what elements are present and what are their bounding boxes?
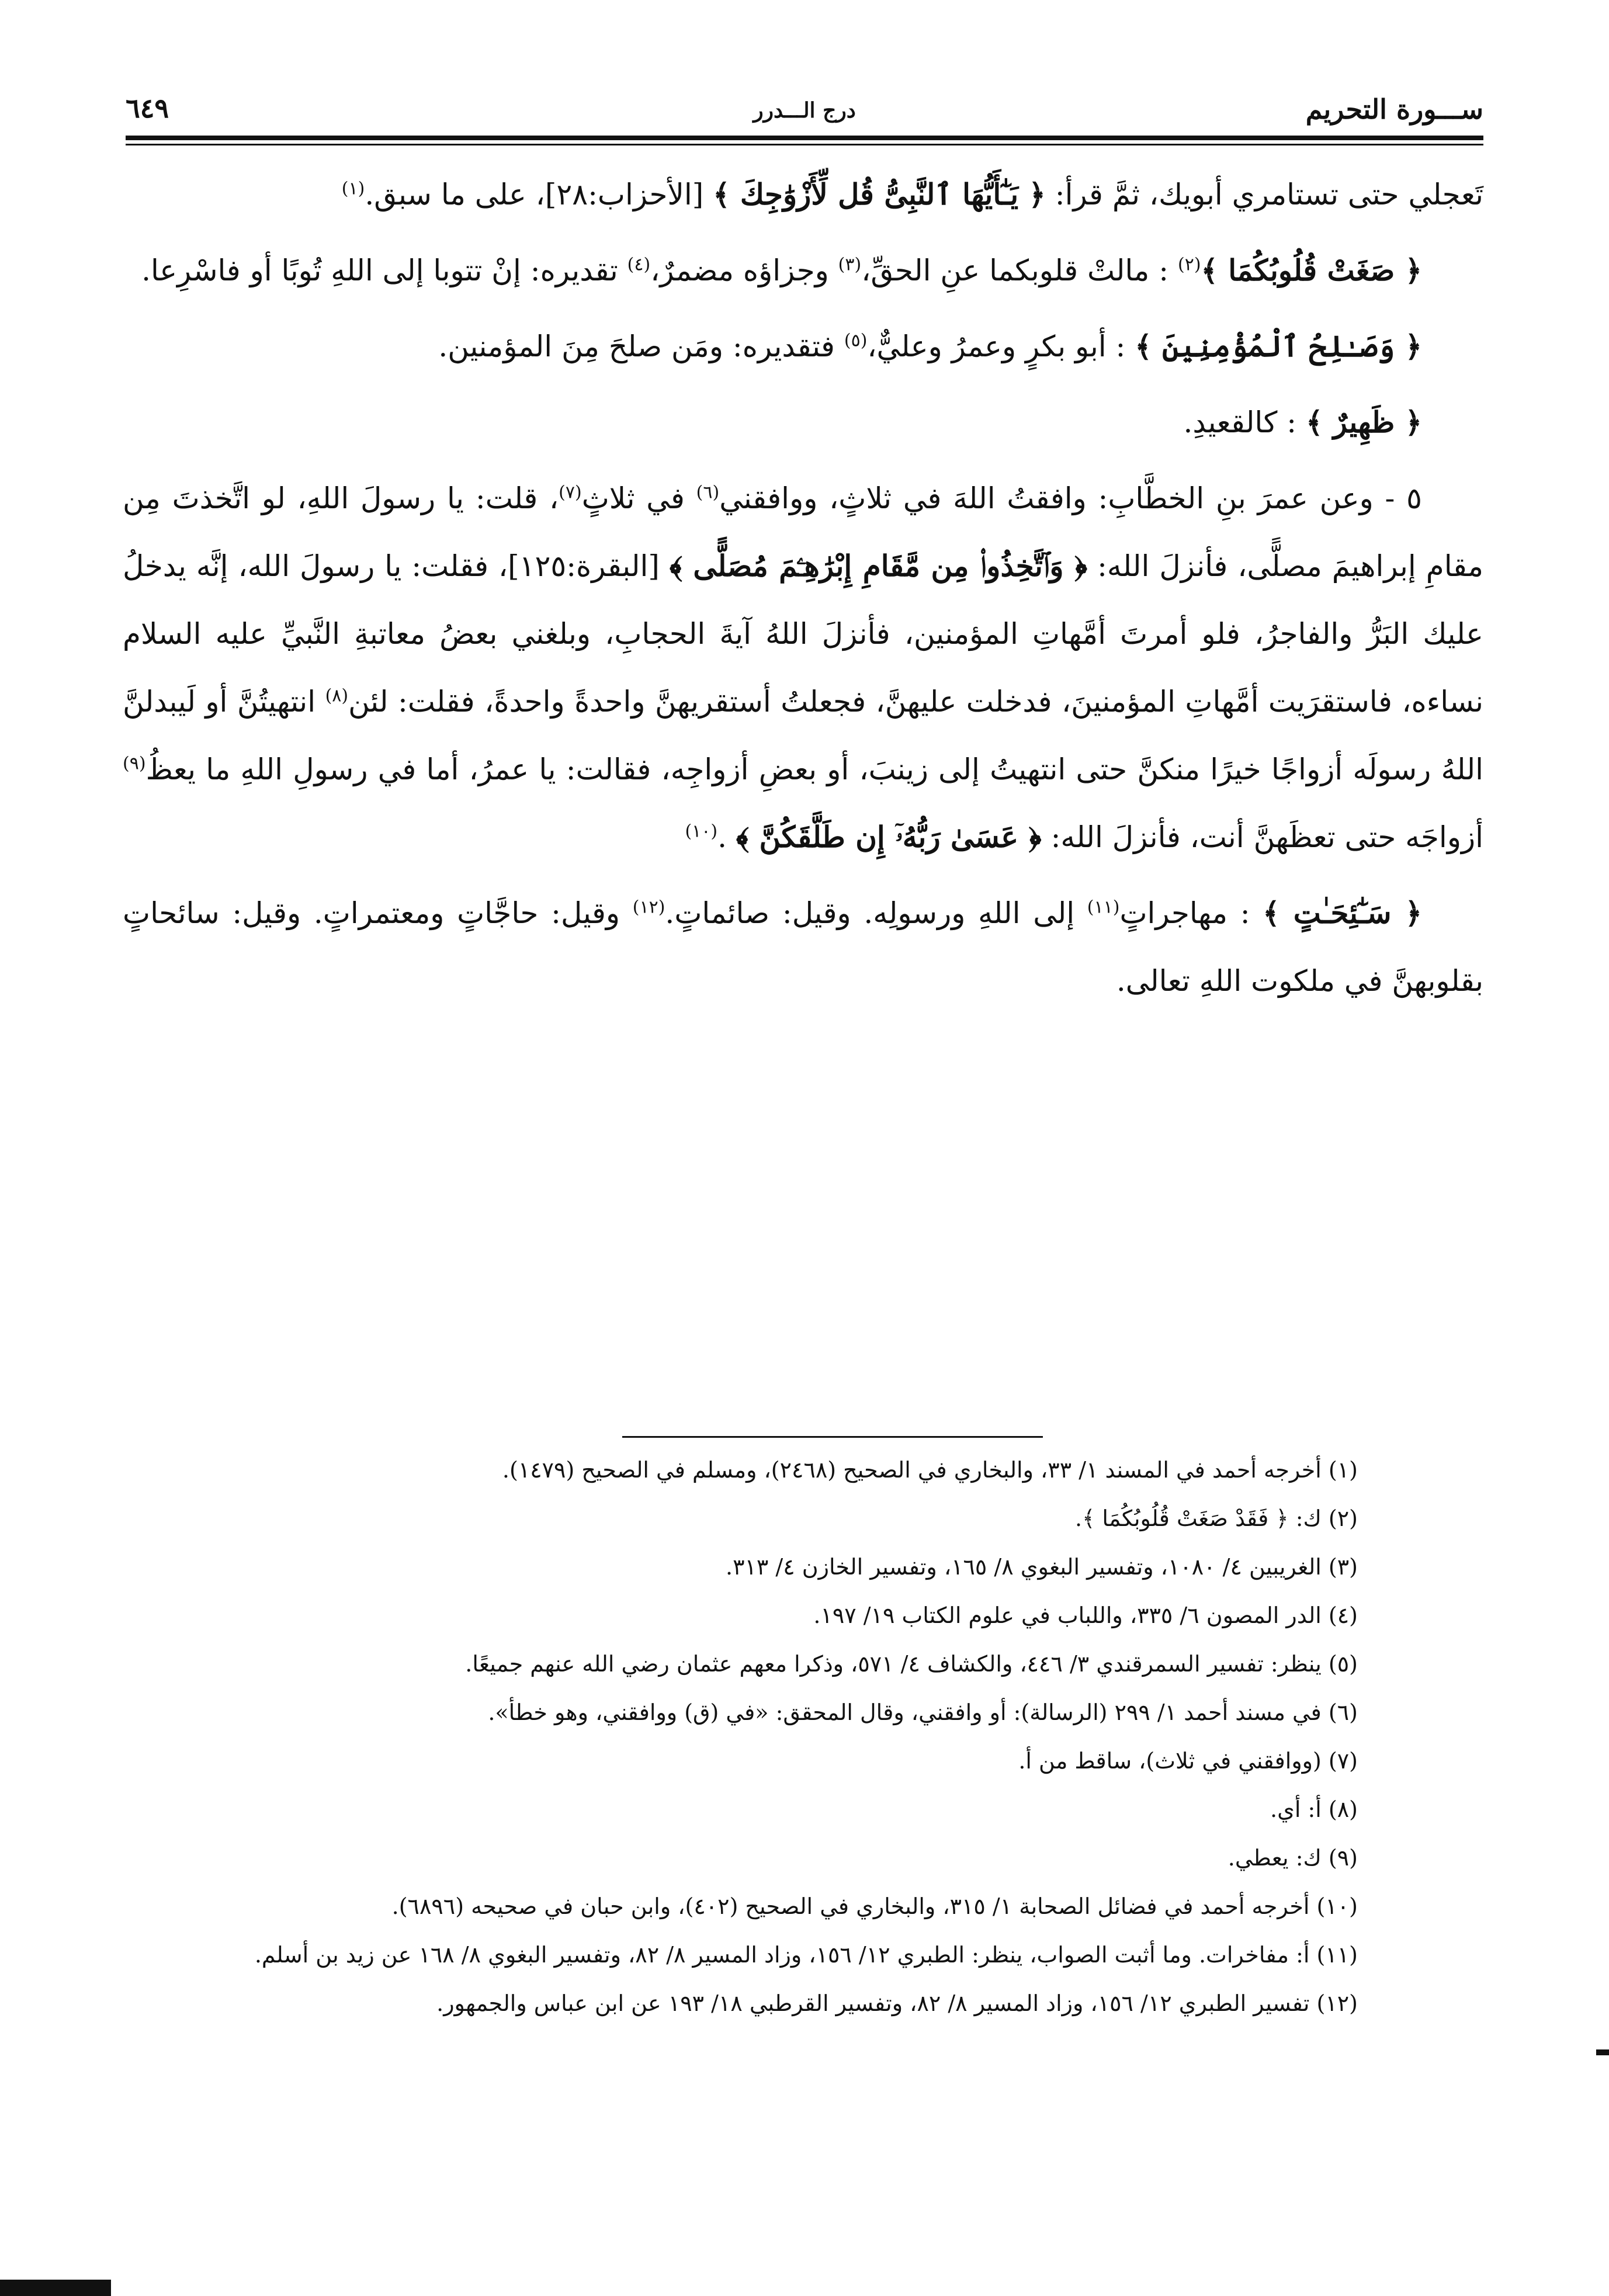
- footnote-1: (١) أخرجه أحمد في المسند ١/ ٣٣، والبخاري في الصحيح (٢٤٦٨)، ومسلم في الصحيح (١٤٧٩).: [502, 1457, 1358, 1483]
- footnote-4: (٤) الدر المصون ٦/ ٣٣٥، واللباب في علوم الكتاب ١٩/ ١٩٧.: [813, 1603, 1358, 1628]
- quran-quote: ﴿ سَـٰٓئِحَـٰتٍ ﴾: [1263, 896, 1422, 930]
- quran-quote: ﴿ عَسَىٰ رَبُّهُۥٓ إِن طَلَّقَكُنَّ ﴾: [736, 820, 1042, 854]
- footnote-3: (٣) الغريبين ٤/ ١٠٨٠، وتفسير البغوي ٨/ ١٦٥، وتفسير الخازن ٤/ ٣١٣.: [725, 1554, 1358, 1580]
- footnote-2: (٢) ك: ﴿ فَقَدْ صَغَتْ قُلُوبُكُمَا ﴾.: [1074, 1506, 1358, 1531]
- surah-title: ســـورة التحريم: [1305, 93, 1483, 125]
- footnote-ref: (٣): [838, 254, 862, 275]
- running-header: [126, 88, 1483, 131]
- header-rule-thin: [126, 144, 1483, 145]
- footnotes: [123, 1446, 1358, 2176]
- paragraph-2: ﴿ صَغَتْ قُلُوبُكُمَا ﴾$^{(٢)}$ : مالتْ قلوبكما عنِ الحقِّ،$^{(٣)}$ وجزاؤه مضمرٌ،$^{(٤)}$ تقديره: إنْ تتوبا إلى اللهِ تُوبًا أو فاسْرِعا.: [141, 253, 1422, 287]
- footnote-10: (١٠) أخرجه أحمد في فضائل الصحابة ١/ ٣١٥، والبخاري في الصحيح (٤٠٢)، وابن حبان في صحيحه (٦٨٩٦).: [391, 1893, 1358, 1919]
- footnote-ref: (٧): [559, 482, 582, 503]
- footnote-6: (٦) في مسند أحمد ١/ ٢٩٩ (الرسالة): أو وافقني، وقال المحقق: «في (ق) ووافقني، وهو خطأ».: [488, 1700, 1358, 1725]
- paragraph-6: ﴿ سَـٰٓئِحَـٰتٍ ﴾ : مهاجراتٍ$^{(١١)}$ إلى اللهِ ورسولِه. وقيل: صائماتٍ.$^{(١٢)}$ وقيل: حاجَّاتٍ ومعتمراتٍ. وقيل: سائحاتٍ بقلوبهنَّ في ملكوت اللهِ تعالى.: [123, 896, 1483, 998]
- footnote-ref: (٩): [123, 753, 146, 774]
- scan-edge-mark: [1596, 2049, 1609, 2055]
- footnote-ref: (٤): [627, 254, 651, 275]
- footnote-5: (٥) ينظر: تفسير السمرقندي ٣/ ٤٤٦، والكشاف ٤/ ٥٧١، وذكرا معهم عثمان رضي الله عنهم جميعًا.: [465, 1651, 1358, 1677]
- footnote-ref: (١٢): [632, 897, 665, 918]
- paragraph-1: تَعجلي حتى تستامري أبويك، ثمَّ قرأ: ﴿ يَـٰٓأَيُّهَا ٱلنَّبِىُّ قُل لِّأَزْوَٰجِكَ ﴾ [الأحزاب:٢٨]، على ما سبق.$^{(١)}$: [341, 177, 1483, 211]
- footnote-ref: (٨): [325, 685, 349, 706]
- footnote-11: (١١) أ: مفاخرات. وما أثبت الصواب، ينظر: الطبري ١٢/ ١٥٦، وزاد المسير ٨/ ٨٢، وتفسير البغوي ٨/ ١٦٨ عن زيد بن أسلم.: [254, 1942, 1358, 1968]
- paragraph-4: ﴿ ظَهِيرٌ ﴾ : كالقعيدِ.: [1183, 405, 1422, 439]
- scan-corner-mark: [0, 2280, 111, 2296]
- footnote-8: (٨) أ: أي.: [1270, 1796, 1358, 1822]
- quran-quote: ﴿ وَٱتَّخِذُوا۟ مِن مَّقَامِ إِبْرَٰهِـۧمَ مُصَلًّى ﴾: [669, 549, 1088, 583]
- footnote-ref: (١٠): [685, 821, 718, 842]
- footnote-ref: (١): [341, 178, 365, 199]
- header-rule-thick: [126, 136, 1483, 140]
- main-text: [123, 161, 1483, 1364]
- quran-quote: ﴿ صَغَتْ قُلُوبُكُمَا ﴾: [1201, 253, 1422, 287]
- footnote-ref: (٥): [844, 330, 868, 351]
- footnote-separator: [622, 1436, 1043, 1438]
- page-number: ٦٤٩: [126, 92, 169, 124]
- footnote-ref: (١١): [1087, 897, 1120, 918]
- footnote-7: (٧) (ووافقني في ثلاث)، ساقط من أ.: [1018, 1748, 1358, 1774]
- footnote-ref: (٦): [696, 482, 720, 503]
- quran-quote: ﴿ يَـٰٓأَيُّهَا ٱلنَّبِىُّ قُل لِّأَزْوَٰجِكَ ﴾: [713, 177, 1046, 211]
- quran-quote: ﴿ وَصَـٰلِحُ ٱلْمُؤْمِنِينَ ﴾: [1135, 329, 1422, 363]
- book-title: درج الـــدرر: [753, 98, 856, 123]
- quran-quote: ﴿ ظَهِيرٌ ﴾: [1306, 405, 1422, 439]
- footnote-9: (٩) ك: يعطي.: [1227, 1845, 1358, 1871]
- footnote-12: (١٢) تفسير الطبري ١٢/ ١٥٦، وزاد المسير ٨/ ٨٢، وتفسير القرطبي ١٨/ ١٩٣ عن ابن عباس والجمهور.: [436, 1990, 1358, 2016]
- footnote-ref: (٢): [1177, 254, 1201, 275]
- paragraph-3: ﴿ وَصَـٰلِحُ ٱلْمُؤْمِنِينَ ﴾ : أبو بكرٍ وعمرُ وعليٌّ،$^{(٥)}$ فتقديره: ومَن صلحَ مِنَ المؤمنين.: [438, 329, 1422, 363]
- paragraph-5: ٥ - وعن عمرَ بنِ الخطَّابِ: وافقتُ اللهَ في ثلاثٍ، ووافقني$^{(٦)}$ في ثلاثٍ$^{(٧)}$، قلت: يا رسولَ اللهِ، لو اتَّخذتَ مِن مقامِ إبراهيمَ مصلًّى، فأنزلَ الله: ﴿ وَٱتَّخِذُوا۟ مِن مَّقَامِ إِبْرَٰهِـۧمَ مُصَلًّى ﴾ [البقرة:١٢٥]، فقلت: يا رسولَ الله، إنَّه يدخلُ عليك البَرُّ والفاجرُ، فلو أمرتَ أمَّهاتِ المؤمنين، فأنزلَ اللهُ آيةَ الحجابِ، وبلغني بعضُ معاتبةِ النَّبيِّ عليه السلام نساءه، فاستقرَيت أمَّهاتِ المؤمنينَ، فدخلت عليهنَّ، فجعلتُ أستقريهنَّ واحدةً واحدةً، فقلت: لئن$^{(٨)}$ انتهيتُنَّ أو لَيبدلنَّ اللهُ رسولَه أزواجًا خيرًا منكنَّ حتى انتهيتُ إلى زينبَ، أو بعضِ أزواجِه، فقالت: يا عمرُ، أما في رسولِ اللهِ ما يعظُ$^{(٩)}$ أزواجَه حتى تعظَهنَّ أنت، فأنزلَ الله: ﴿ عَسَىٰ رَبُّهُۥٓ إِن طَلَّقَكُنَّ ﴾ .$^{(١٠)}$: [123, 481, 1484, 854]
